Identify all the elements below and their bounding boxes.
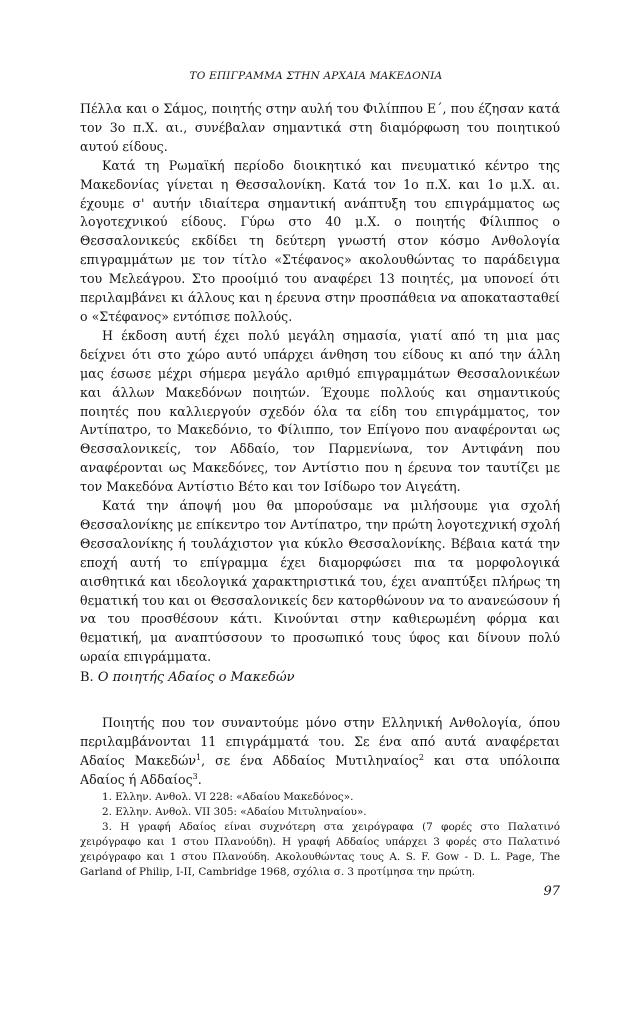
paragraph: Πέλλα και ο Σάμος, ποιητής στην αυλή του Φιλίππου Ε΄, που έζησαν κατά τον 3ο π.Χ. αι., συνέβαλαν σημαντικά στη διαμόρφωση του ποιητικού αυτού είδους.: [80, 101, 560, 154]
footnote: 3. Η γραφή Αδαίος είναι συχνότερη στα χειρόγραφα (7 φορές στο Παλατινό χειρόγραφο και 1 στου Πλανούδη). Η γραφή Αδδαίος υπάρχει 3 φορές στο Παλατινό χειρόγραφο και 1 στου Πλανούδη. Ακολουθώντας τους A. S. F. Gow - D. L. Page, The Garland of Philip, I-II, Cambridge 1968, σχόλια σ. 3 προτίμησα την πρώτη.: [80, 821, 560, 878]
section-title: Ο ποιητής Αδαίος ο Μακεδών: [97, 670, 295, 685]
running-head: ΤΟ ΕΠΙΓΡΑΜΜΑ ΣΤΗΝ ΑΡΧΑΙΑ ΜΑΚΕΔΟΝΙΑ: [189, 70, 443, 82]
paragraph: Κατά την άποψή μου θα μπορούσαμε να μιλήσουμε για σχολή Θεσσαλονίκης με επίκεντρο τον Αντίπατρο, την πρώτη λογοτεχνική σχολή Θεσσαλονίκης ή τουλάχιστον για κύκλο Θεσσαλονίκης. Βέβαια κατά την εποχή αυτή το επίγραμμα έχει διαμορφώσει πια τα μορφολογικά αισθητικά και ιδεολογικά χαρακτηριστικά του, έχει αναπτύξει πλήρως τη θεματική του και οι Θεσσαλονικείς δεν κατορθώνουν να το ανανεώσουν ή να του προσθέσουν κάτι. Κινούνται στην καθιερωμένη φόρμα και θεματική, μα αναπτύσσουν το προσωπικό τους ύφος και δίνουν πολύ ωραία επιγράμματα.: [80, 498, 560, 665]
paragraph: Κατά τη Ρωμαϊκή περίοδο διοικητικό και πνευματικό κέντρο της Μακεδονίας γίνεται η Θεσσαλονίκη. Κατά τον 1ο π.Χ. και 1ο μ.Χ. αι. έχουμε σ' αυτήν ιδιαίτερα σημαντική ανάπτυξη του επιγράμματος ως λογοτεχνικού είδους. Γύρω στο 40 μ.Χ. ο ποιητής Φίλιππος ο Θεσσαλονικεύς εκδίδει τη δεύτερη γνωστή στον κόσμο Ανθολογία επιγραμμάτων με τον τίτλο «Στέφανος» ακολουθώντας το παράδειγμα του Μελεάγρου. Στο προοίμιό του αναφέρει 13 ποιητές, μα υπονοεί ότι περιλαμβάνει κι άλλους και η έρευνα στην προσπάθεια να αποκατασταθεί ο «Στέφανος» εντόπισε πολλούς.: [80, 157, 560, 324]
footnote-ref-3: 3: [192, 771, 198, 781]
text-run: και στα υπόλοιπα Αδαίος ή Αδδαίος: [80, 752, 561, 787]
section-label: Β.: [80, 670, 94, 685]
text-run: .: [197, 771, 202, 787]
text-run: , σε ένα Αδδαίος Μυτιληναίος: [201, 752, 419, 768]
footnote-ref-1: 1: [196, 752, 202, 762]
page-number: 97: [543, 884, 560, 899]
footnote: 1. Ελλην. Ανθολ. VI 228: «Αδαίου Μακεδόνος».: [102, 791, 354, 803]
text-run: Ποιητής που τον συναντούμε μόνο στην Ελληνική Ανθολογία, όπου περιλαμβάνονται 11 επιγράμματά του. Σε ένα από αυτά αναφέρεται Αδαίος Μακεδών: [80, 715, 560, 768]
section-text: [80, 714, 560, 790]
paragraph: [80, 714, 560, 790]
footnotes: [80, 790, 560, 880]
main-text: [80, 100, 560, 667]
section-heading: [80, 670, 560, 685]
paragraph: Η έκδοση αυτή έχει πολύ μεγάλη σημασία, γιατί από τη μια μας δείχνει ότι στο χώρο αυτό υπάρχει άνθηση του είδους κι από την άλλη μας έσωσε μέχρι σήμερα μεγάλο αριθμό επιγραμμάτων Θεσσαλονικέων και άλλων Μακεδόνων ποιητών. Έχουμε πολλούς και σημαντικούς ποιητές που καλλιεργούν σχεδόν όλα τα είδη του επιγράμματος, τον Αντίπατρο, το Μακεδόνιο, το Φίλιππο, τον Επίγονο που αναφέρονται ως Θεσσαλονικείς, τον Αδδαίο, τον Παρμενίωνα, τον Αντιφάνη που αναφέρονται ως Μακεδόνες, τον Αντίστιο που η έρευνα τον ταυτίζει με τον Μακεδόνα Αντίστιο Βέτο και τον Ισίδωρο τον Αιγεάτη.: [80, 327, 560, 495]
footnote-ref-2: 2: [418, 752, 424, 762]
footnote: 2. Ελλην. Ανθολ. VII 305: «Αδαίου Μιτυληναίου».: [102, 806, 367, 818]
